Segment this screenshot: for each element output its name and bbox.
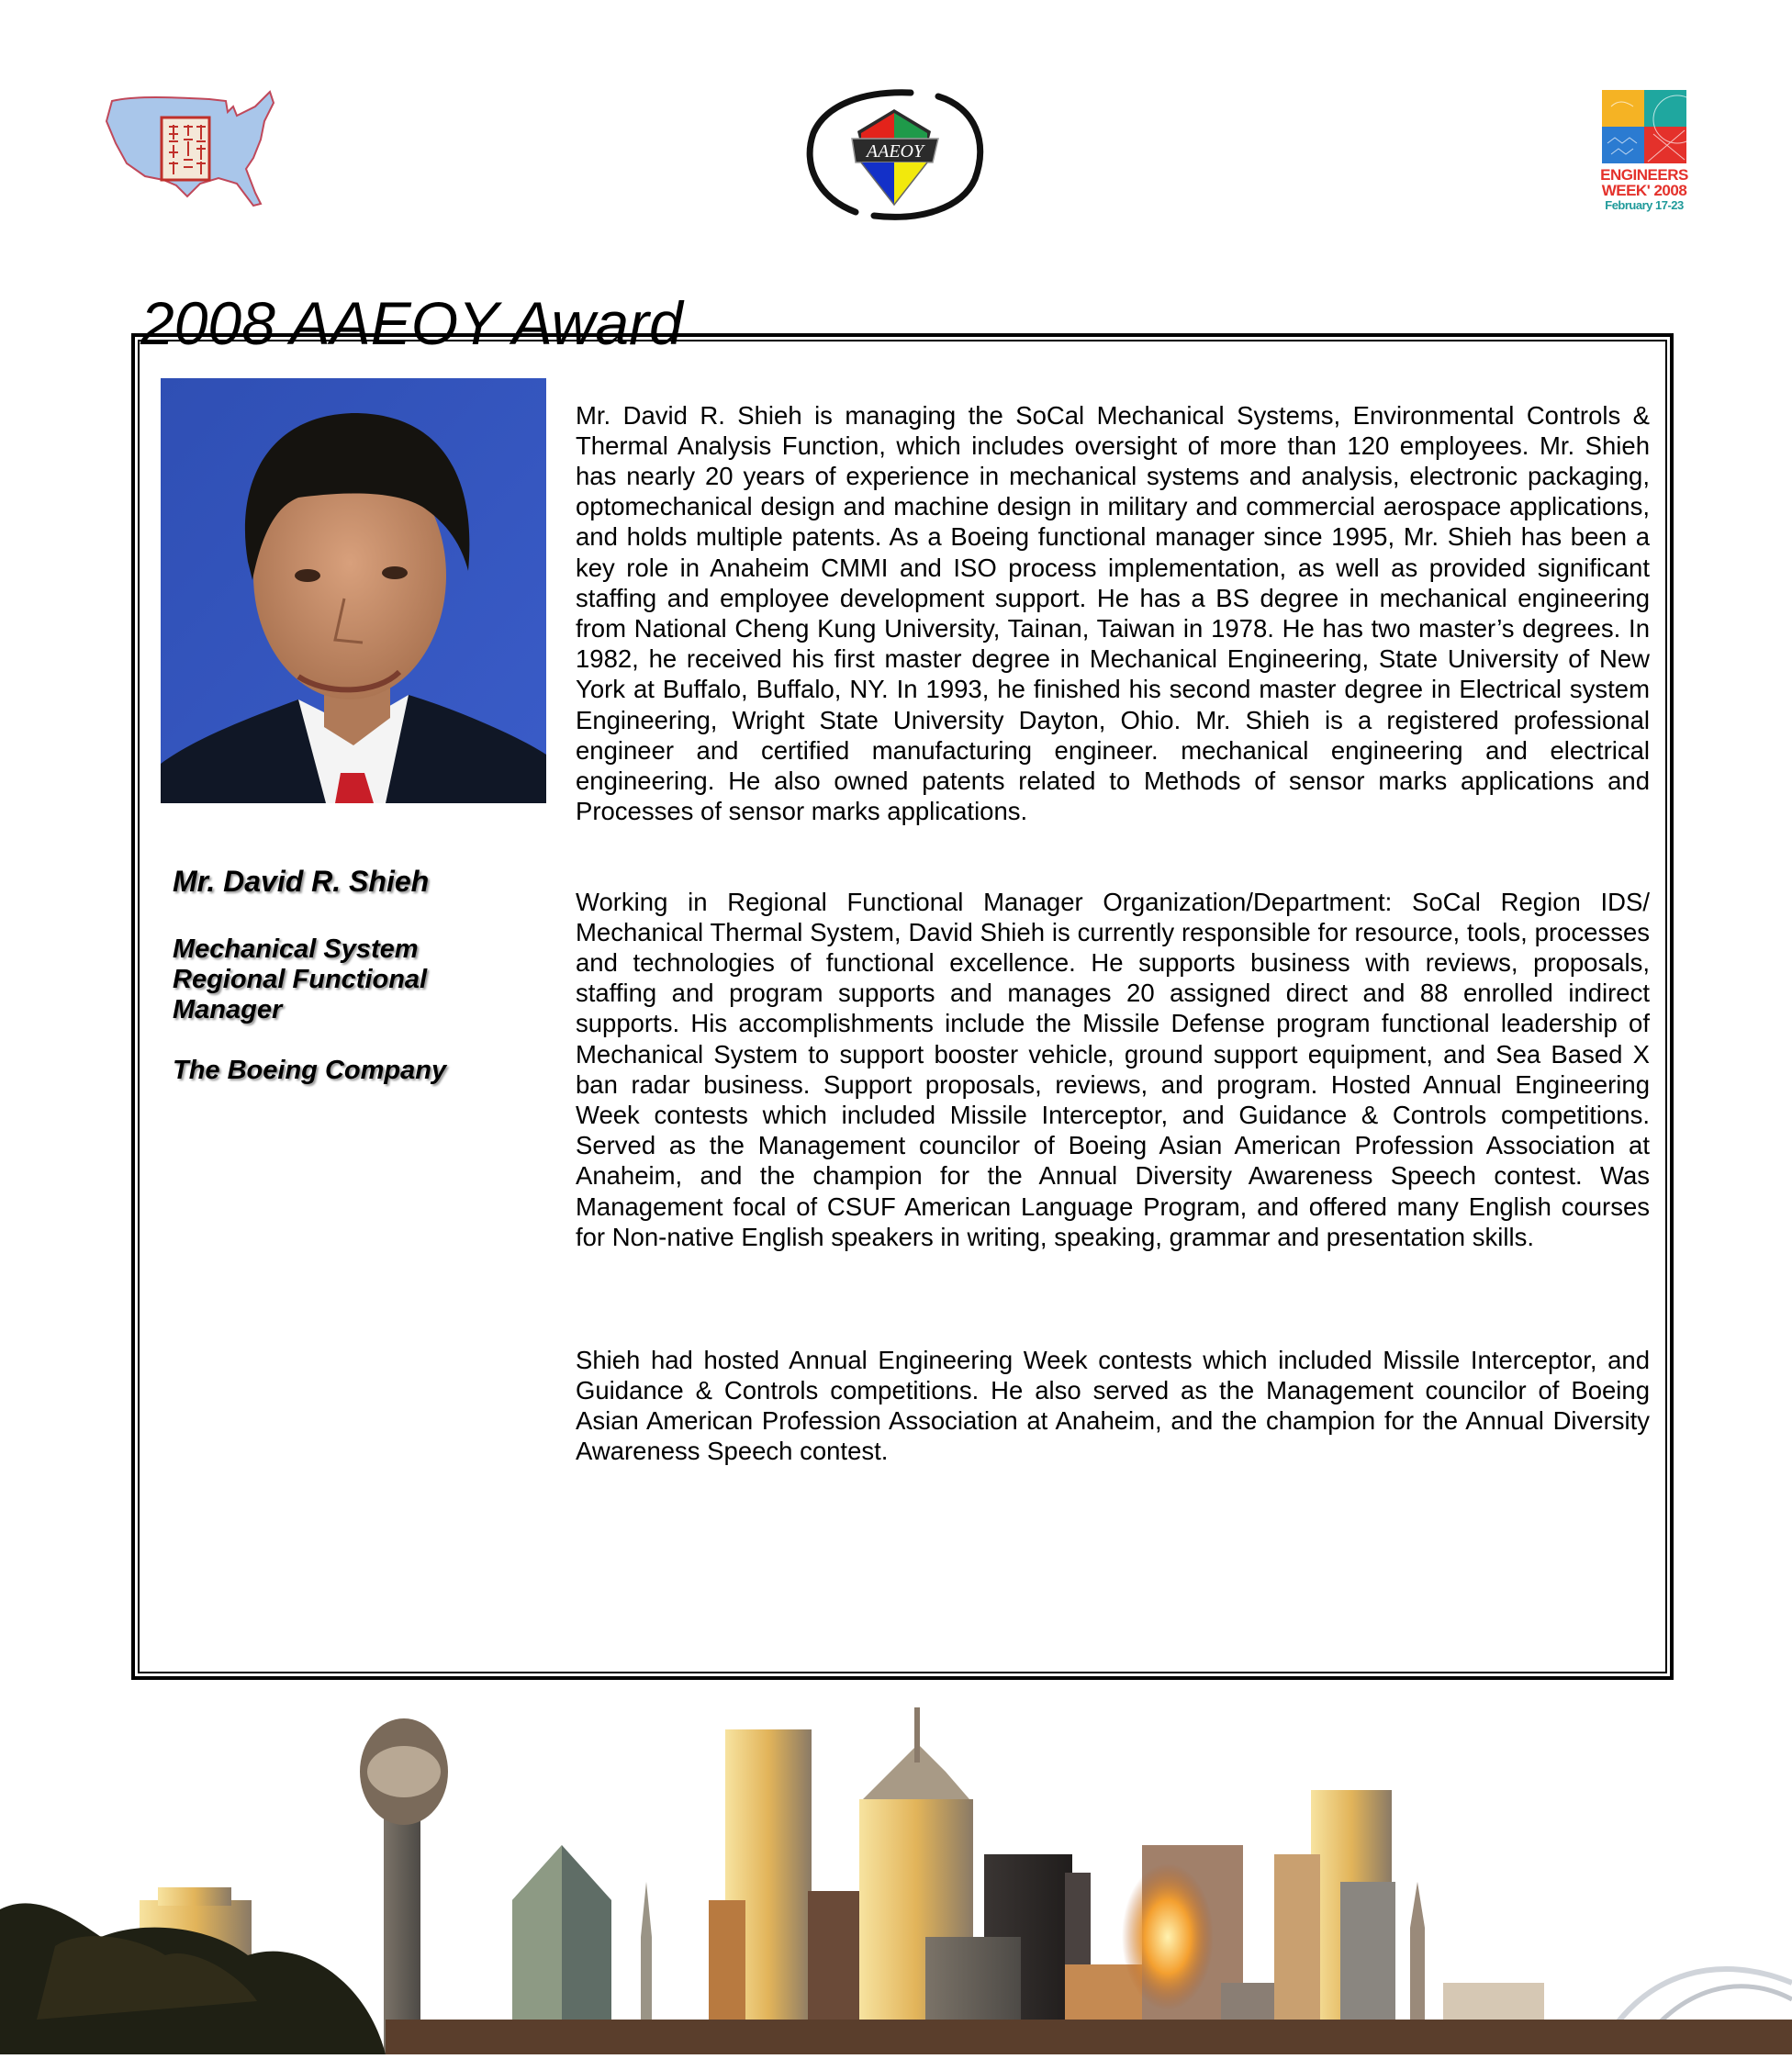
- portrait-photo: [161, 378, 546, 803]
- aaeoy-shield-logo: [801, 87, 989, 223]
- person-job-title: [173, 934, 427, 1025]
- person-job-title-line: Regional Functional: [173, 965, 428, 994]
- engineers-week-dates: February 17-23: [1605, 198, 1684, 212]
- city-skyline-photo: [0, 1707, 1792, 2054]
- engineers-week-tiles-icon: [1593, 88, 1696, 165]
- bio-paragraph: Mr. David R. Shieh is managing the SoCal Mechanical Systems, Environmental Controls & Thermal Analysis Function, which includes oversight of more than 120 employees. Mr. Shieh has nearly 20 years of experience in mechanical systems and analysis, electronic packaging, optomechanical design and machine design in military and commercial aerospace applications, and holds multiple patents. As a Boeing functional manager since 1995, Mr. Shieh has been a key role in Anaheim CMMI and ISO process implementation, as well as provided significant staffing and employee development support. He has a BS degree in mechanical engineering from National Cheng Kung University, Tainan, Taiwan in 1978. He has two master’s degrees. In 1982, he received his first master degree in Mechanical Engineering, State University of New York at Buffalo, Buffalo, NY. In 1993, he finished his second master degree in Electrical system Engineering, Wright State University Dayton, Ohio. Mr. Shieh is a registered professional engineer and certified manufacturing engineer. mechanical engineering and electrical engineering. He also owned patents related to Methods of sensor marks applications and Processes of sensor marks applications.: [576, 400, 1650, 826]
- engineers-week-line1: ENGINEERS: [1600, 166, 1688, 184]
- bio-paragraph: Working in Regional Functional Manager Organization/Department: SoCal Region IDS/ Mechanical Thermal System, David Shieh is currently responsible for resource, tools, processes and technologies of functional excellence. He supports business with reviews, proposals, staffing and program supports and manages 20 assigned direct and 88 enrolled indirect supports. His accomplishments include the Missile Defense program functional leadership of Mechanical System to support booster vehicle, ground support equipment, and Sea Based X ban radar business. Support proposals, reviews, and program. Hosted Annual Engineering Week contests which included Missile Interceptor, and Guidance & Controls competitions. Served as the Management councilor of Boeing Asian American Profession Association at Anaheim, and the champion for the Annual Diversity Awareness Speech contest. Was Management focal of CSUF American Language Program, and offered many English courses for Non-native English speakers in writing, speaking, grammar and presentation skills.: [576, 887, 1650, 1251]
- aaeoy-shield-icon: [801, 87, 989, 223]
- aaeoy-logo-text: AAEOY: [866, 141, 924, 162]
- bio-paragraph: Shieh had hosted Annual Engineering Week contests which included Missile Interceptor, and Guidance & Controls competitions. He also served as the Management councilor of Boeing Asian American Profession Association at Anaheim, and the champion for the Annual Diversity Awareness Speech contest.: [576, 1345, 1650, 1466]
- person-job-title-line: Mechanical System: [173, 934, 419, 964]
- engineers-week-logo: [1593, 88, 1696, 217]
- usa-map-seal-logo: [99, 84, 283, 213]
- page-title: 2008 AAEOY Award: [140, 289, 683, 358]
- person-job-title-line: Manager: [173, 995, 283, 1024]
- person-company: The Boeing Company: [173, 1056, 447, 1085]
- engineers-week-line2: WEEK' 2008: [1601, 182, 1687, 199]
- person-name: Mr. David R. Shieh: [173, 865, 430, 898]
- usa-map-icon: [99, 84, 283, 213]
